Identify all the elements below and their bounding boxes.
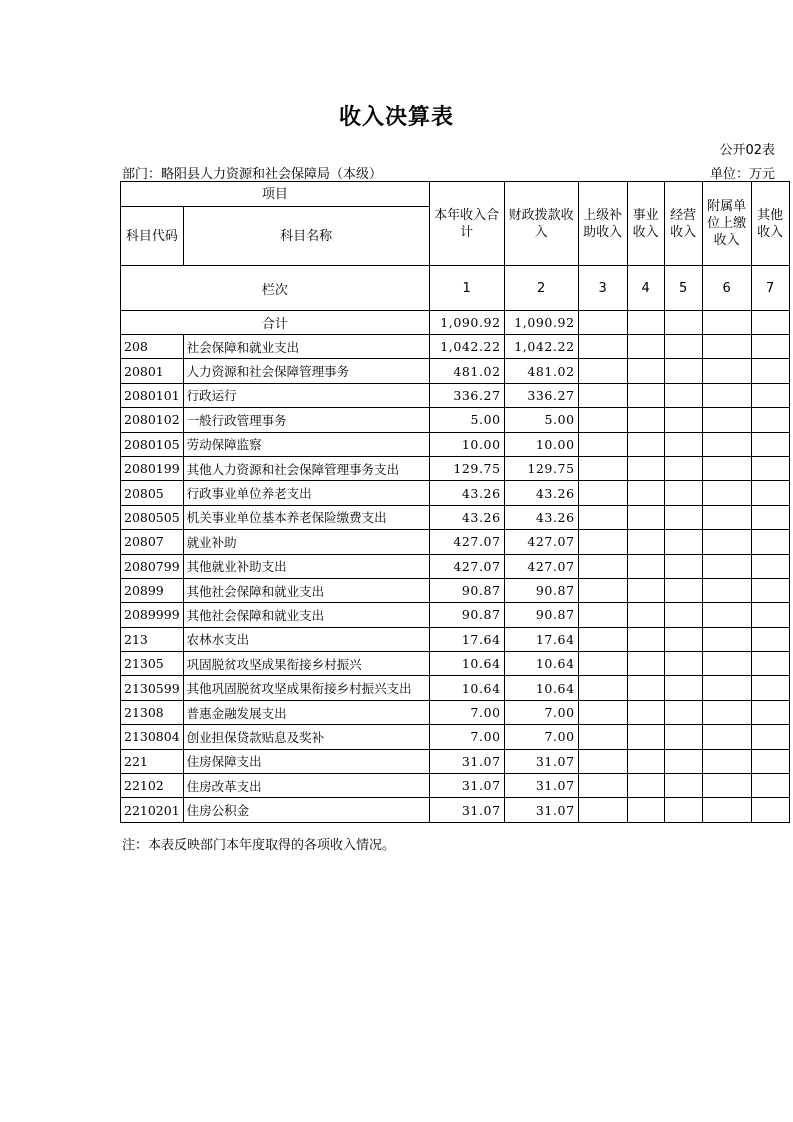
code-cell: 2210201	[121, 798, 184, 822]
total-income-cell: 43.26	[429, 481, 504, 505]
code-cell: 2130804	[121, 725, 184, 749]
empty-cell	[627, 530, 664, 554]
fiscal-cell: 31.07	[504, 798, 578, 822]
code-cell: 221	[121, 749, 184, 773]
col-number: 6	[702, 266, 751, 311]
empty-cell	[627, 798, 664, 822]
total-income-cell: 43.26	[429, 505, 504, 529]
header-total-income: 本年收入合计	[429, 182, 504, 266]
empty-cell	[664, 627, 702, 651]
fiscal-cell: 10.00	[504, 432, 578, 456]
empty-cell	[627, 652, 664, 676]
code-cell: 2080105	[121, 432, 184, 456]
empty-cell	[664, 530, 702, 554]
table-row	[121, 627, 790, 651]
table-row	[121, 554, 790, 578]
empty-cell	[751, 505, 789, 529]
header-name: 科目名称	[183, 207, 429, 266]
header-other: 其他收入	[751, 182, 789, 266]
code-cell: 2080799	[121, 554, 184, 578]
fiscal-cell: 129.75	[504, 456, 578, 480]
name-cell: 住房公积金	[183, 798, 429, 822]
name-cell: 人力资源和社会保障管理事务	[183, 359, 429, 383]
name-cell: 巩固脱贫攻坚成果衔接乡村振兴	[183, 652, 429, 676]
name-cell: 一般行政管理事务	[183, 408, 429, 432]
empty-cell	[578, 554, 627, 578]
empty-cell	[664, 578, 702, 602]
empty-cell	[627, 432, 664, 456]
name-cell: 住房改革支出	[183, 774, 429, 798]
code-cell: 20801	[121, 359, 184, 383]
empty-cell	[751, 774, 789, 798]
table-row	[121, 603, 790, 627]
empty-cell	[702, 505, 751, 529]
empty-cell	[751, 481, 789, 505]
empty-cell	[578, 725, 627, 749]
unit-label: 单位：万元	[709, 167, 775, 182]
code-cell: 2089999	[121, 603, 184, 627]
empty-cell	[751, 798, 789, 822]
name-cell: 农林水支出	[183, 627, 429, 651]
empty-cell	[664, 456, 702, 480]
empty-cell	[702, 456, 751, 480]
empty-cell	[578, 311, 627, 335]
empty-cell	[627, 725, 664, 749]
table-row	[121, 481, 790, 505]
total-income-cell: 427.07	[429, 554, 504, 578]
empty-cell	[702, 359, 751, 383]
empty-cell	[751, 530, 789, 554]
name-cell: 其他社会保障和就业支出	[183, 578, 429, 602]
header-superior-subsidy: 上级补助收入	[578, 182, 627, 266]
name-cell: 其他就业补助支出	[183, 554, 429, 578]
empty-cell	[664, 335, 702, 359]
empty-cell	[627, 749, 664, 773]
code-cell: 20805	[121, 481, 184, 505]
total-income-cell: 31.07	[429, 798, 504, 822]
empty-cell	[578, 774, 627, 798]
empty-cell	[627, 578, 664, 602]
table-row	[121, 700, 790, 724]
empty-cell	[627, 311, 664, 335]
table-row	[121, 749, 790, 773]
empty-cell	[578, 676, 627, 700]
total-income-cell: 481.02	[429, 359, 504, 383]
empty-cell	[702, 481, 751, 505]
code-cell: 20807	[121, 530, 184, 554]
empty-cell	[578, 530, 627, 554]
name-cell: 其他人力资源和社会保障管理事务支出	[183, 456, 429, 480]
total-income-cell: 5.00	[429, 408, 504, 432]
name-cell: 社会保障和就业支出	[183, 335, 429, 359]
total-income-cell: 129.75	[429, 456, 504, 480]
table-row	[121, 530, 790, 554]
empty-cell	[627, 456, 664, 480]
table-row	[121, 456, 790, 480]
empty-cell	[578, 627, 627, 651]
empty-cell	[627, 774, 664, 798]
empty-cell	[664, 383, 702, 407]
empty-cell	[627, 408, 664, 432]
fiscal-cell: 10.64	[504, 676, 578, 700]
table-row	[121, 383, 790, 407]
empty-cell	[702, 578, 751, 602]
table-row	[121, 408, 790, 432]
name-cell: 行政事业单位养老支出	[183, 481, 429, 505]
empty-cell	[702, 798, 751, 822]
fiscal-cell: 427.07	[504, 530, 578, 554]
name-cell: 机关事业单位基本养老保险缴费支出	[183, 505, 429, 529]
fiscal-cell: 1,042.22	[504, 335, 578, 359]
empty-cell	[751, 359, 789, 383]
empty-cell	[578, 749, 627, 773]
total-income-cell: 90.87	[429, 578, 504, 602]
empty-cell	[702, 700, 751, 724]
fiscal-cell: 31.07	[504, 774, 578, 798]
fiscal-cell: 481.02	[504, 359, 578, 383]
total-income-cell: 10.64	[429, 652, 504, 676]
empty-cell	[751, 652, 789, 676]
code-cell: 21305	[121, 652, 184, 676]
empty-cell	[751, 554, 789, 578]
empty-cell	[664, 749, 702, 773]
empty-cell	[751, 700, 789, 724]
empty-cell	[702, 603, 751, 627]
empty-cell	[578, 505, 627, 529]
empty-cell	[578, 481, 627, 505]
empty-cell	[664, 408, 702, 432]
empty-cell	[664, 676, 702, 700]
code-cell: 213	[121, 627, 184, 651]
empty-cell	[751, 725, 789, 749]
name-cell: 住房保障支出	[183, 749, 429, 773]
empty-cell	[578, 383, 627, 407]
empty-cell	[751, 676, 789, 700]
form-number: 公开02表	[719, 143, 775, 158]
empty-cell	[751, 603, 789, 627]
fiscal-cell: 7.00	[504, 725, 578, 749]
col-number: 5	[664, 266, 702, 311]
empty-cell	[702, 627, 751, 651]
empty-cell	[627, 603, 664, 627]
code-cell: 20899	[121, 578, 184, 602]
empty-cell	[751, 311, 789, 335]
table-row	[121, 725, 790, 749]
code-cell: 2080102	[121, 408, 184, 432]
table-row	[121, 505, 790, 529]
empty-cell	[664, 700, 702, 724]
footnote: 注：本表反映部门本年度取得的各项收入情况。	[122, 838, 396, 853]
empty-cell	[578, 578, 627, 602]
fiscal-cell: 17.64	[504, 627, 578, 651]
name-cell: 劳动保障监察	[183, 432, 429, 456]
empty-cell	[664, 774, 702, 798]
empty-cell	[702, 311, 751, 335]
empty-cell	[664, 311, 702, 335]
empty-cell	[751, 383, 789, 407]
empty-cell	[702, 554, 751, 578]
header-item: 项目	[121, 182, 430, 207]
empty-cell	[702, 652, 751, 676]
fiscal-cell: 10.64	[504, 652, 578, 676]
total-income-cell: 31.07	[429, 774, 504, 798]
header-column-index: 栏次	[121, 266, 430, 311]
empty-cell	[627, 554, 664, 578]
name-cell: 创业担保贷款贴息及奖补	[183, 725, 429, 749]
table-row	[121, 359, 790, 383]
total-income-value: 1,090.92	[429, 311, 504, 335]
total-fiscal-value: 1,090.92	[504, 311, 578, 335]
empty-cell	[578, 603, 627, 627]
empty-cell	[751, 408, 789, 432]
header-operating: 经营收入	[664, 182, 702, 266]
table-row	[121, 432, 790, 456]
income-table	[120, 181, 790, 823]
empty-cell	[751, 578, 789, 602]
empty-cell	[664, 554, 702, 578]
header-affiliated: 附属单位上缴收入	[702, 182, 751, 266]
empty-cell	[702, 725, 751, 749]
empty-cell	[751, 749, 789, 773]
empty-cell	[702, 383, 751, 407]
total-income-cell: 7.00	[429, 700, 504, 724]
col-number: 1	[429, 266, 504, 311]
table-row	[121, 798, 790, 822]
code-cell: 2080505	[121, 505, 184, 529]
name-cell: 行政运行	[183, 383, 429, 407]
empty-cell	[664, 652, 702, 676]
empty-cell	[578, 359, 627, 383]
fiscal-cell: 336.27	[504, 383, 578, 407]
empty-cell	[702, 530, 751, 554]
table-row	[121, 335, 790, 359]
fiscal-cell: 31.07	[504, 749, 578, 773]
fiscal-cell: 43.26	[504, 505, 578, 529]
empty-cell	[578, 798, 627, 822]
name-cell: 其他社会保障和就业支出	[183, 603, 429, 627]
empty-cell	[751, 627, 789, 651]
empty-cell	[627, 481, 664, 505]
fiscal-cell: 90.87	[504, 603, 578, 627]
empty-cell	[578, 408, 627, 432]
empty-cell	[578, 432, 627, 456]
header-fiscal: 财政拨款收入	[504, 182, 578, 266]
empty-cell	[702, 676, 751, 700]
total-income-cell: 31.07	[429, 749, 504, 773]
code-cell: 22102	[121, 774, 184, 798]
total-income-cell: 336.27	[429, 383, 504, 407]
empty-cell	[578, 652, 627, 676]
total-income-cell: 10.64	[429, 676, 504, 700]
code-cell: 208	[121, 335, 184, 359]
empty-cell	[627, 700, 664, 724]
department-label: 部门：略阳县人力资源和社会保障局（本级）	[122, 167, 383, 182]
fiscal-cell: 7.00	[504, 700, 578, 724]
table-row	[121, 676, 790, 700]
name-cell: 就业补助	[183, 530, 429, 554]
empty-cell	[627, 505, 664, 529]
total-income-cell: 7.00	[429, 725, 504, 749]
col-number: 2	[504, 266, 578, 311]
total-income-cell: 427.07	[429, 530, 504, 554]
total-income-cell: 17.64	[429, 627, 504, 651]
empty-cell	[578, 700, 627, 724]
total-label: 合计	[121, 311, 430, 335]
empty-cell	[664, 432, 702, 456]
table-row	[121, 578, 790, 602]
empty-cell	[578, 456, 627, 480]
total-income-cell: 10.00	[429, 432, 504, 456]
code-cell: 2080101	[121, 383, 184, 407]
empty-cell	[751, 432, 789, 456]
header-business: 事业收入	[627, 182, 664, 266]
table-row	[121, 774, 790, 798]
fiscal-cell: 43.26	[504, 481, 578, 505]
empty-cell	[664, 603, 702, 627]
name-cell: 其他巩固脱贫攻坚成果衔接乡村振兴支出	[183, 676, 429, 700]
col-number: 4	[627, 266, 664, 311]
empty-cell	[702, 408, 751, 432]
col-number: 3	[578, 266, 627, 311]
empty-cell	[578, 335, 627, 359]
empty-cell	[702, 749, 751, 773]
name-cell: 普惠金融发展支出	[183, 700, 429, 724]
empty-cell	[702, 335, 751, 359]
empty-cell	[664, 359, 702, 383]
fiscal-cell: 427.07	[504, 554, 578, 578]
header-code: 科目代码	[121, 207, 184, 266]
code-cell: 2080199	[121, 456, 184, 480]
fiscal-cell: 5.00	[504, 408, 578, 432]
empty-cell	[627, 676, 664, 700]
empty-cell	[664, 725, 702, 749]
total-income-cell: 90.87	[429, 603, 504, 627]
table-row	[121, 652, 790, 676]
empty-cell	[751, 335, 789, 359]
empty-cell	[627, 383, 664, 407]
col-number: 7	[751, 266, 789, 311]
empty-cell	[664, 798, 702, 822]
empty-cell	[627, 335, 664, 359]
empty-cell	[664, 505, 702, 529]
total-income-cell: 1,042.22	[429, 335, 504, 359]
total-row	[121, 311, 790, 335]
fiscal-cell: 90.87	[504, 578, 578, 602]
empty-cell	[627, 627, 664, 651]
empty-cell	[702, 432, 751, 456]
empty-cell	[664, 481, 702, 505]
empty-cell	[702, 774, 751, 798]
page-title: 收入决算表	[338, 105, 454, 130]
code-cell: 21308	[121, 700, 184, 724]
code-cell: 2130599	[121, 676, 184, 700]
empty-cell	[751, 456, 789, 480]
empty-cell	[627, 359, 664, 383]
